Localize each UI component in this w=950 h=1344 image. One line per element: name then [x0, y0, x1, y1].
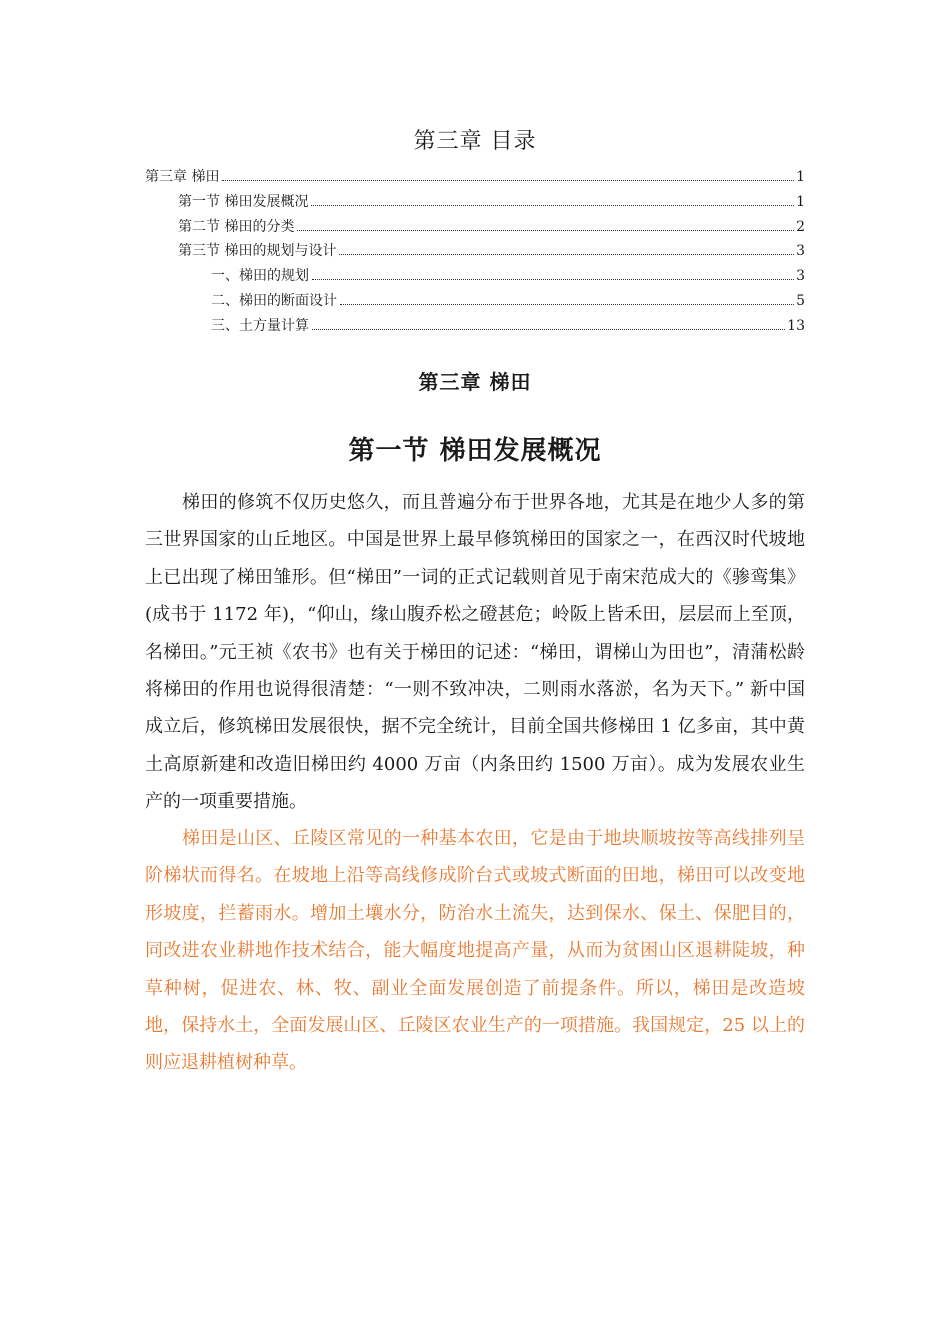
- toc-entry-label: 二、梯田的断面设计: [211, 292, 337, 309]
- toc-leader-dots: [222, 180, 794, 181]
- toc-entry-page: 5: [796, 292, 805, 309]
- toc-entry[interactable]: [145, 240, 805, 265]
- toc-title: 第三章 目录: [413, 129, 537, 154]
- highlighted-paragraph: 梯田是山区、丘陵区常见的一种基本农田，它是由于地块顺坡按等高线排列呈阶梯状而得名。在坡地上沿等高线修成阶台式或坡式断面的田地，梯田可以改变地形坡度，拦蓄雨水。增加土壤水分，防治水土流失，达到保水、保土、保肥目的，同改进农业耕地作技术结合，能大幅度地提高产量，从而为贫困山区退耕陡坡，种草种树，促进农、林、牧、副业全面发展创造了前提条件。所以，梯田是改造坡地，保持水土，全面发展山区、丘陵区农业生产的一项措施。我国规定，25 以上的则应退耕植树种草。: [145, 828, 805, 1074]
- toc-entry-page: 2: [796, 218, 805, 235]
- toc-entry-label: 第三章 梯田: [145, 169, 220, 185]
- toc-entry-page: 3: [796, 243, 805, 260]
- toc-entry-page: 1: [796, 193, 805, 210]
- table-of-contents: [145, 166, 805, 340]
- toc-entry-page: 3: [796, 268, 805, 285]
- toc-entry-page: 13: [787, 317, 805, 334]
- body-paragraph: 梯田的修筑不仅历史悠久，而且普遍分布于世界各地，尤其是在地少人多的第三世界国家的山丘地区。中国是世界上最早修筑梯田的国家之一，在西汉时代坡地上已出现了梯田雏形。但“梯田”一词的正式记载则首见于南宋范成大的《骖鸾集》(成书于 1172 年)，“仰山，缘山腹乔松之磴甚危；岭阪上皆禾田，层层而上至顶，名梯田。”元王祯《农书》也有关于梯田的记述：“梯田，谓梯山为田也”，清蒲松龄将梯田的作用也说得很清楚：“一则不致冲决，二则雨水落淤，名为天下。” 新中国成立后，修筑梯田发展很快，据不完全统计，目前全国共修梯田 1 亿多亩，其中黄土高原新建和改造旧梯田约 4000 万亩（内条田约 1500 万亩）。成为发展农业生产的一项重要措施。: [145, 492, 805, 813]
- toc-entry-label: 第三节 梯田的规划与设计: [178, 243, 337, 260]
- toc-leader-dots: [297, 230, 794, 231]
- toc-leader-dots: [311, 205, 794, 206]
- toc-entry[interactable]: [145, 166, 805, 191]
- toc-leader-dots: [339, 254, 794, 255]
- chapter-heading: 第三章 梯田: [418, 370, 532, 394]
- toc-entry-label: 第二节 梯田的分类: [178, 218, 295, 235]
- toc-entry[interactable]: [145, 191, 805, 216]
- toc-entry[interactable]: [145, 315, 805, 340]
- toc-entry[interactable]: [145, 290, 805, 315]
- toc-entry[interactable]: [145, 216, 805, 241]
- toc-leader-dots: [340, 304, 794, 305]
- toc-entry-label: 三、土方量计算: [211, 317, 309, 334]
- toc-entry-page: 1: [796, 169, 805, 185]
- toc-entry[interactable]: [145, 265, 805, 290]
- toc-leader-dots: [312, 329, 785, 330]
- section-heading: 第一节 梯田发展概况: [348, 436, 602, 466]
- toc-leader-dots: [312, 279, 794, 280]
- toc-entry-label: 一、梯田的规划: [211, 268, 309, 285]
- toc-entry-label: 第一节 梯田发展概况: [178, 193, 309, 210]
